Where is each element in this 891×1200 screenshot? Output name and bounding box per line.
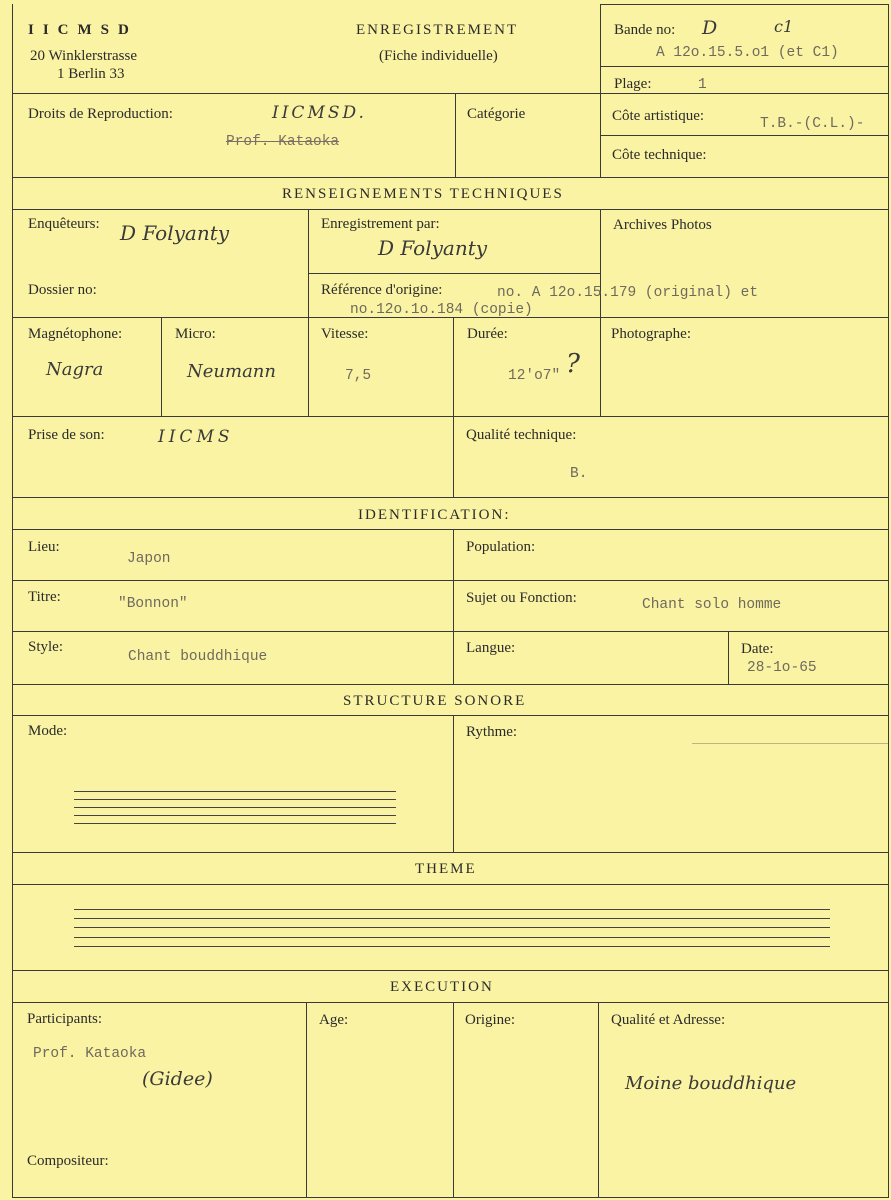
enregistrement-label: Enregistrement par: — [321, 216, 440, 232]
page-subtitle: (Fiche individuelle) — [379, 48, 498, 64]
address-street: 20 Winklerstrasse — [30, 48, 138, 64]
section-heading-renseignements: RENSEIGNEMENTS TECHNIQUES — [282, 186, 564, 202]
reference-value-2: no.12o.1o.184 (copie) — [350, 302, 533, 318]
divider — [453, 1002, 454, 1197]
age-label: Age: — [319, 1012, 349, 1028]
duree-value: 12'o7" — [508, 368, 561, 384]
titre-value: "Bonnon" — [118, 596, 188, 612]
divider — [12, 93, 889, 94]
reference-value-1: no. A 12o.15.179 (original) et — [497, 285, 759, 301]
duree-question-mark: ? — [566, 349, 580, 379]
divider — [12, 1002, 889, 1003]
sujet-label: Sujet ou Fonction: — [466, 590, 577, 606]
cote-artistique-value: T.B.-(C.L.)- — [760, 116, 865, 132]
participants-handwritten: (Gidee) — [142, 1068, 213, 1090]
institute-logo: IICMSD — [28, 22, 138, 38]
population-label: Population: — [466, 539, 536, 555]
divider — [600, 135, 889, 136]
divider — [453, 529, 454, 684]
qualite-adresse-handwritten: Moine bouddhique — [625, 1073, 797, 1094]
section-heading-identification: IDENTIFICATION: — [358, 507, 511, 523]
style-value: Chant bouddhique — [128, 649, 268, 665]
divider — [453, 317, 454, 416]
titre-label: Titre: — [28, 589, 61, 605]
divider — [12, 497, 889, 498]
divider — [308, 317, 309, 416]
archives-label: Archives Photos — [613, 217, 712, 233]
plage-label: Plage: — [614, 76, 652, 92]
divider — [12, 580, 889, 581]
page-title: ENREGISTREMENT — [356, 22, 519, 38]
enqueteurs-handwritten: D Folyanty — [120, 221, 230, 245]
participants-value: Prof. Kataoka — [33, 1046, 147, 1062]
origine-label: Origine: — [465, 1012, 515, 1028]
address-city: 1 Berlin 33 — [57, 66, 125, 82]
section-heading-structure: STRUCTURE SONORE — [343, 693, 527, 709]
micro-handwritten: Neumann — [187, 361, 276, 382]
divider — [12, 970, 889, 971]
bande-handwritten-c1: c1 — [774, 17, 794, 36]
bande-value: A 12o.15.5.o1 (et C1) — [656, 45, 839, 61]
divider — [12, 684, 889, 685]
enqueteurs-label: Enquêteurs: — [28, 216, 100, 232]
divider — [12, 209, 889, 210]
divider — [12, 631, 889, 632]
rythme-guide-line — [692, 743, 888, 744]
divider — [600, 66, 889, 67]
divider — [600, 4, 601, 93]
lieu-value: Japon — [127, 551, 171, 567]
section-heading-execution: EXECUTION — [390, 979, 494, 995]
rights-struck-name: Prof. Kataoka — [226, 134, 340, 150]
bande-handwritten: D — [702, 17, 718, 39]
divider — [453, 715, 454, 852]
divider — [598, 1002, 599, 1197]
divider — [12, 884, 889, 885]
categorie-label: Catégorie — [467, 106, 526, 122]
qualite-adresse-label: Qualité et Adresse: — [611, 1012, 726, 1028]
frame-bottom — [12, 1197, 889, 1198]
frame-left — [12, 4, 13, 1198]
prise-handwritten: IICMS — [158, 427, 234, 447]
rythme-label: Rythme: — [466, 724, 518, 740]
qualite-technique-value: B. — [570, 466, 588, 482]
divider — [12, 715, 889, 716]
micro-label: Micro: — [175, 326, 216, 342]
compositeur-label: Compositeur: — [27, 1153, 109, 1169]
divider — [306, 1002, 307, 1197]
reference-label: Référence d'origine: — [321, 282, 443, 298]
divider — [12, 529, 889, 530]
divider — [600, 317, 601, 416]
rights-handwritten: IICMSD. — [272, 103, 367, 123]
divider — [308, 209, 309, 317]
participants-label: Participants: — [27, 1011, 102, 1027]
qualite-technique-label: Qualité technique: — [466, 427, 577, 443]
divider — [12, 177, 889, 178]
duree-label: Durée: — [467, 326, 508, 342]
sujet-value: Chant solo homme — [642, 597, 782, 613]
rights-label: Droits de Reproduction: — [28, 106, 173, 122]
prise-label: Prise de son: — [28, 427, 105, 443]
date-label: Date: — [741, 641, 774, 657]
langue-label: Langue: — [466, 640, 516, 656]
divider — [161, 317, 162, 416]
divider — [308, 273, 600, 274]
frame-right — [888, 4, 889, 1198]
plage-value: 1 — [698, 77, 707, 93]
magnetophone-label: Magnétophone: — [28, 326, 123, 342]
cote-artistique-label: Côte artistique: — [612, 108, 705, 124]
divider — [455, 93, 456, 177]
divider — [600, 4, 889, 5]
enregistrement-handwritten: D Folyanty — [378, 236, 488, 260]
photographe-label: Photographe: — [611, 326, 691, 342]
section-heading-theme: THEME — [415, 861, 477, 877]
vitesse-value: 7,5 — [345, 368, 372, 384]
divider — [453, 416, 454, 497]
cote-technique-label: Côte technique: — [612, 147, 707, 163]
divider — [12, 416, 889, 417]
date-value: 28-1o-65 — [747, 660, 817, 676]
vitesse-label: Vitesse: — [321, 326, 369, 342]
dossier-label: Dossier no: — [28, 282, 97, 298]
bande-label: Bande no: — [614, 22, 676, 38]
divider — [728, 631, 729, 684]
style-label: Style: — [28, 639, 64, 655]
mode-label: Mode: — [28, 723, 68, 739]
magnetophone-handwritten: Nagra — [46, 359, 104, 380]
lieu-label: Lieu: — [28, 539, 60, 555]
divider — [12, 852, 889, 853]
